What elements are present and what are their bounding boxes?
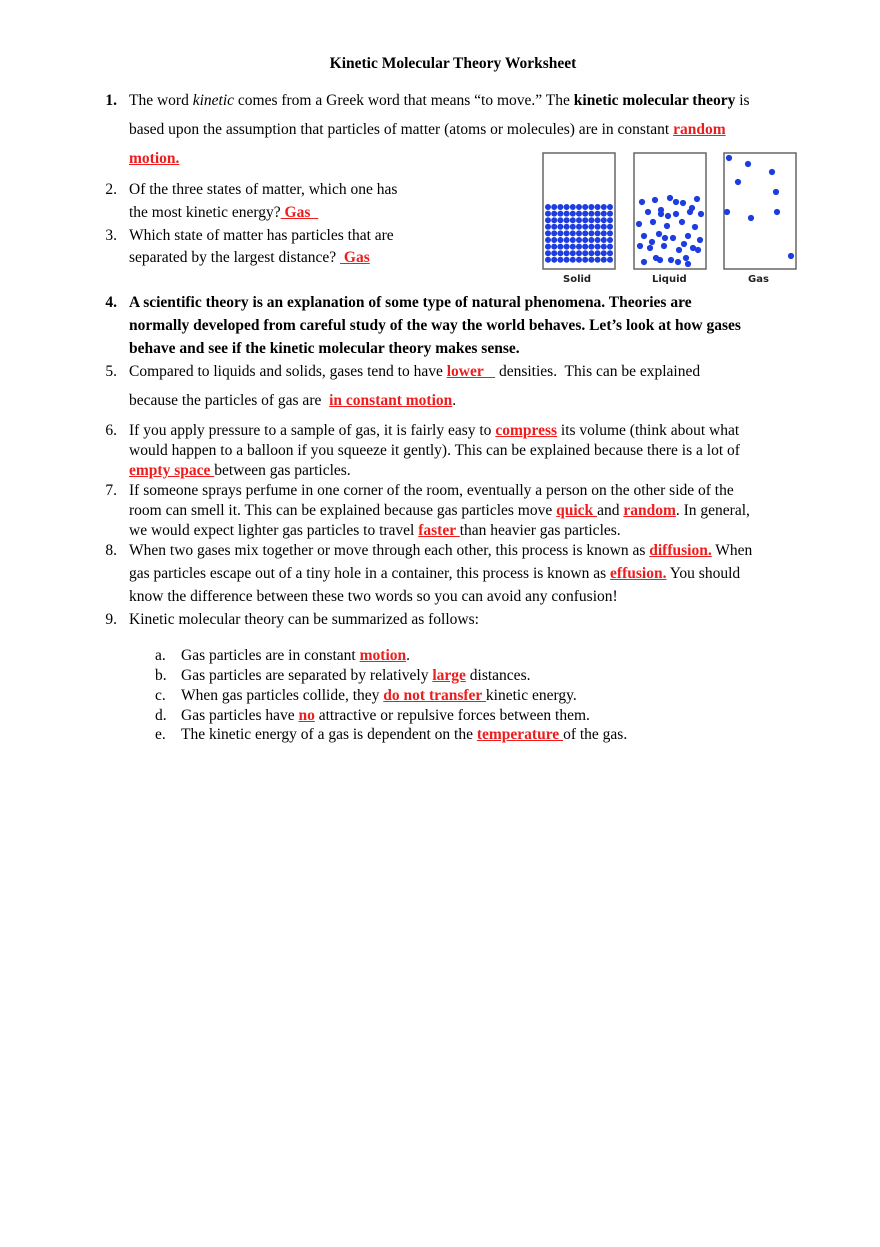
particle	[576, 257, 582, 263]
particle	[662, 235, 668, 241]
page-title: Kinetic Molecular Theory Worksheet	[329, 55, 577, 72]
particle	[576, 230, 582, 236]
particle	[748, 215, 754, 221]
states-of-matter-diagram	[540, 150, 800, 272]
list-letter: e.	[155, 726, 166, 743]
particle	[576, 217, 582, 223]
particle	[557, 230, 563, 236]
particle	[557, 250, 563, 256]
particle	[545, 204, 551, 210]
particle	[636, 221, 642, 227]
particle	[570, 211, 576, 217]
particle	[551, 250, 557, 256]
question-text: based upon the assumption that particles of matter (atoms or molecules) are in constant random	[129, 121, 726, 138]
particle	[595, 224, 601, 230]
list-letter: d.	[155, 707, 167, 724]
particle	[545, 244, 551, 250]
particle	[564, 211, 570, 217]
particle	[570, 224, 576, 230]
particle	[582, 237, 588, 243]
particle	[595, 244, 601, 250]
particle	[564, 204, 570, 210]
particle	[595, 211, 601, 217]
particle	[564, 230, 570, 236]
particle	[695, 247, 701, 253]
particle	[551, 257, 557, 263]
answer: large	[432, 667, 466, 684]
particle	[675, 259, 681, 265]
question-text: would happen to a balloon if you squeeze it gently). This can be explained because there is a lot of	[129, 442, 740, 459]
particle	[607, 244, 613, 250]
particle	[681, 241, 687, 247]
question-number: 6.	[105, 422, 117, 439]
particle	[582, 244, 588, 250]
particle	[545, 217, 551, 223]
particle	[698, 211, 704, 217]
particle	[769, 169, 775, 175]
list-letter: a.	[155, 647, 166, 664]
question-text: behave and see if the kinetic molecular theory makes sense.	[129, 340, 520, 357]
particle	[726, 155, 732, 161]
answer: effusion.	[610, 565, 667, 582]
particle	[545, 211, 551, 217]
answer: motion.	[129, 150, 180, 167]
answer: diffusion.	[649, 542, 712, 559]
question-number: 5.	[105, 363, 117, 380]
particle	[545, 237, 551, 243]
list-item: Gas particles have no attractive or repulsive forces between them.	[181, 707, 590, 724]
question-text: Which state of matter has particles that are	[129, 227, 394, 244]
particle	[570, 257, 576, 263]
particle	[607, 217, 613, 223]
particle	[576, 211, 582, 217]
particle	[551, 217, 557, 223]
particle	[664, 223, 670, 229]
particle	[788, 253, 794, 259]
particle	[588, 244, 594, 250]
particle	[576, 244, 582, 250]
particle	[680, 200, 686, 206]
particle	[576, 250, 582, 256]
particle	[601, 204, 607, 210]
answer: Gas	[280, 204, 319, 221]
particle	[576, 224, 582, 230]
particle	[595, 204, 601, 210]
particle	[582, 224, 588, 230]
particle	[645, 209, 651, 215]
particle	[551, 211, 557, 217]
list-item: Gas particles are in constant motion.	[181, 647, 410, 664]
list-item: Gas particles are separated by relatively large distances.	[181, 667, 531, 684]
particle	[588, 224, 594, 230]
answer: compress	[495, 422, 558, 439]
particle	[582, 250, 588, 256]
particle	[607, 257, 613, 263]
particle	[570, 250, 576, 256]
particle	[601, 217, 607, 223]
answer: no	[298, 707, 315, 724]
particle	[557, 257, 563, 263]
particle	[649, 239, 655, 245]
particle	[685, 233, 691, 239]
particle	[665, 213, 671, 219]
particle	[676, 247, 682, 253]
answer: lower	[446, 363, 496, 380]
particle	[607, 211, 613, 217]
states-of-matter-figure	[540, 150, 800, 290]
particle	[724, 209, 730, 215]
particle	[692, 224, 698, 230]
particle	[656, 231, 662, 237]
particle	[601, 257, 607, 263]
particle	[607, 204, 613, 210]
particle	[668, 257, 674, 263]
particle	[647, 245, 653, 251]
answer: motion	[359, 647, 407, 664]
particle	[607, 250, 613, 256]
question-text: room can smell it. This can be explained because gas particles move quick and random. In general,	[129, 502, 750, 519]
particle	[570, 217, 576, 223]
particle	[657, 257, 663, 263]
particle	[745, 161, 751, 167]
answer: Gas	[340, 249, 370, 266]
particle	[588, 237, 594, 243]
particle	[588, 257, 594, 263]
particle	[557, 204, 563, 210]
particle	[650, 219, 656, 225]
particle	[564, 217, 570, 223]
question-text: Kinetic molecular theory can be summarized as follows:	[129, 611, 479, 628]
particle	[564, 244, 570, 250]
question-text: If someone sprays perfume in one corner of the room, eventually a person on the other side of the	[129, 482, 734, 499]
question-text: we would expect lighter gas particles to travel faster than heavier gas particles.	[129, 522, 621, 539]
particle	[601, 244, 607, 250]
list-item: The kinetic energy of a gas is dependent on the temperature of the gas.	[181, 726, 628, 743]
particle	[637, 243, 643, 249]
question-number: 9.	[105, 611, 117, 628]
list-letter: c.	[155, 687, 166, 704]
question-text: separated by the largest distance? Gas	[129, 249, 370, 266]
particle	[588, 211, 594, 217]
particle	[582, 217, 588, 223]
particle	[570, 230, 576, 236]
particle	[576, 237, 582, 243]
question-text: If you apply pressure to a sample of gas, it is fairly easy to compress its volume (think about what	[129, 422, 740, 439]
particle	[595, 230, 601, 236]
particle	[551, 224, 557, 230]
particle	[557, 244, 563, 250]
particle	[735, 179, 741, 185]
question-number: 1.	[105, 92, 117, 109]
particle	[551, 237, 557, 243]
list-item: When gas particles collide, they do not transfer kinetic energy.	[181, 687, 577, 704]
particle	[601, 211, 607, 217]
solid-particles	[545, 204, 613, 263]
particle	[673, 199, 679, 205]
particle	[564, 257, 570, 263]
particle	[570, 244, 576, 250]
particle	[652, 197, 658, 203]
question-text: because the particles of gas are in constant motion.	[129, 392, 457, 409]
particle	[582, 204, 588, 210]
particle	[601, 230, 607, 236]
particle	[557, 237, 563, 243]
question-number: 2.	[105, 181, 117, 198]
gas-label: Gas	[748, 274, 769, 285]
particle	[588, 230, 594, 236]
particle	[658, 211, 664, 217]
particle	[551, 230, 557, 236]
particle	[545, 257, 551, 263]
question-number: 3.	[105, 227, 117, 244]
particle	[694, 196, 700, 202]
answer: in constant motion	[329, 392, 453, 409]
particle	[670, 235, 676, 241]
answer: temperature	[476, 726, 564, 743]
particle	[595, 217, 601, 223]
particle	[545, 230, 551, 236]
question-text: Of the three states of matter, which one has	[129, 181, 398, 198]
particle	[667, 195, 673, 201]
particle	[588, 250, 594, 256]
particle	[564, 224, 570, 230]
particle	[582, 257, 588, 263]
question-text: gas particles escape out of a tiny hole in a container, this process is known as effusion. You should	[129, 565, 741, 582]
particle	[774, 209, 780, 215]
particle	[661, 243, 667, 249]
question-text: A scientific theory is an explanation of some type of natural phenomena. Theories are	[129, 294, 692, 311]
particle	[607, 224, 613, 230]
particle	[588, 217, 594, 223]
particle	[564, 237, 570, 243]
question-text: normally developed from careful study of the way the world behaves. Let’s look at how gases	[129, 317, 741, 334]
list-letter: b.	[155, 667, 167, 684]
particle	[545, 250, 551, 256]
solid-label: Solid	[563, 274, 592, 285]
particle	[570, 237, 576, 243]
answer: empty space	[129, 462, 215, 479]
particle	[595, 257, 601, 263]
particle	[595, 250, 601, 256]
particle	[564, 250, 570, 256]
particle	[570, 204, 576, 210]
liquid-label: Liquid	[652, 274, 687, 285]
particle	[607, 230, 613, 236]
particle	[545, 224, 551, 230]
particle	[697, 237, 703, 243]
question-number: 4.	[105, 294, 117, 311]
answer: do not transfer	[383, 687, 486, 704]
particle	[673, 211, 679, 217]
particle	[639, 199, 645, 205]
answer: faster	[418, 522, 460, 539]
particle	[685, 261, 691, 267]
particle	[601, 237, 607, 243]
particle	[582, 211, 588, 217]
question-text: the most kinetic energy? Gas	[129, 204, 319, 221]
particle	[689, 205, 695, 211]
particle	[557, 211, 563, 217]
particle	[607, 237, 613, 243]
gas-container	[724, 153, 796, 269]
particle	[679, 219, 685, 225]
question-text: The word kinetic comes from a Greek word that means “to move.” The kinetic molecular theory is	[129, 92, 750, 109]
particle	[576, 204, 582, 210]
particle	[773, 189, 779, 195]
particle	[595, 237, 601, 243]
particle	[551, 204, 557, 210]
particle	[551, 244, 557, 250]
question-text: know the difference between these two words so you can avoid any confusion!	[129, 588, 618, 605]
question-text: When two gases mix together or move through each other, this process is known as diffusion. When	[129, 542, 753, 559]
question-number: 8.	[105, 542, 117, 559]
particle	[601, 250, 607, 256]
particle	[641, 259, 647, 265]
answer: random	[673, 121, 726, 138]
answer: quick	[556, 502, 598, 519]
liquid-container	[634, 153, 706, 269]
question-text: Compared to liquids and solids, gases tend to have lower densities. This can be explained	[129, 363, 701, 380]
particle	[557, 217, 563, 223]
particle	[582, 230, 588, 236]
particle	[641, 233, 647, 239]
question-text: empty space between gas particles.	[129, 462, 351, 479]
particle	[557, 224, 563, 230]
particle	[683, 255, 689, 261]
question-number: 7.	[105, 482, 117, 499]
particle	[601, 224, 607, 230]
answer: random	[623, 502, 676, 519]
particle	[588, 204, 594, 210]
